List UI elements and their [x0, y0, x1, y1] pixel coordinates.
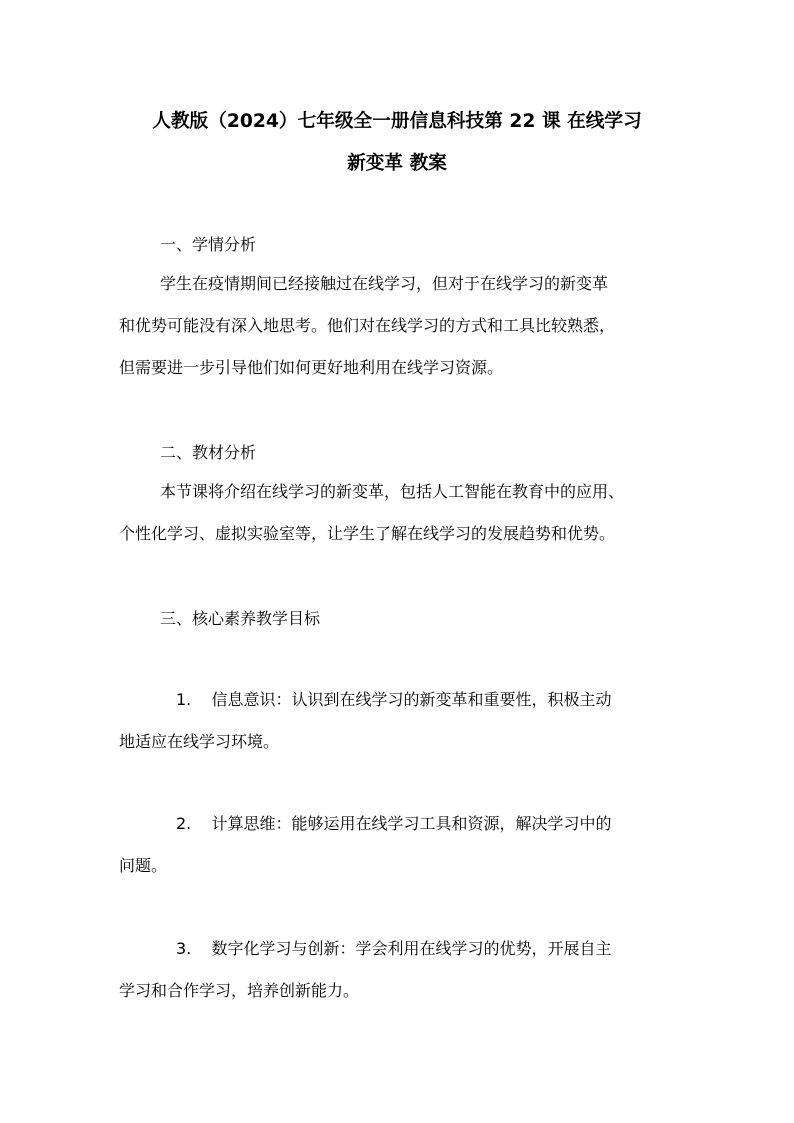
goal-item-1 [176, 690, 611, 710]
section-heading-learner-analysis: 一、学情分析 [160, 235, 257, 254]
paragraph-line: 本节课将介绍在线学习的新变革，包括人工智能在教育中的应用、 [160, 482, 625, 501]
goal-item-1-continuation: 地适应在线学习环境。 [119, 732, 280, 751]
section-heading-material-analysis: 二、教材分析 [160, 443, 257, 462]
goal-number: 2. [176, 814, 192, 833]
goal-text: 计算思维：能够运用在线学习工具和资源，解决学习中的 [211, 814, 612, 833]
paragraph-line: 但需要进一步引导他们如何更好地利用在线学习资源。 [119, 358, 504, 377]
goal-text: 信息意识：认识到在线学习的新变革和重要性，积极主动 [211, 690, 612, 709]
goal-item-2-continuation: 问题。 [119, 856, 168, 875]
paragraph-line: 和优势可能没有深入地思考。他们对在线学习的方式和工具比较熟悉， [119, 316, 616, 335]
goal-number: 1. [176, 690, 192, 709]
document-title-line-1: 人教版（2024）七年级全一册信息科技第 22 课 在线学习 [152, 111, 642, 132]
document-title-line-2: 新变革 教案 [347, 153, 447, 174]
goal-text: 数字化学习与创新：学会利用在线学习的优势，开展自主 [211, 939, 612, 958]
goal-item-3 [176, 939, 611, 959]
goal-number: 3. [176, 939, 192, 958]
paragraph-line: 学生在疫情期间已经接触过在线学习，但对于在线学习的新变革 [160, 274, 609, 293]
goal-item-3-continuation: 学习和合作学习，培养创新能力。 [119, 981, 360, 1000]
goal-item-2 [176, 814, 611, 834]
paragraph-line: 个性化学习、虚拟实验室等，让学生了解在线学习的发展趋势和优势。 [119, 524, 616, 543]
section-heading-core-goals: 三、核心素养教学目标 [160, 609, 321, 628]
